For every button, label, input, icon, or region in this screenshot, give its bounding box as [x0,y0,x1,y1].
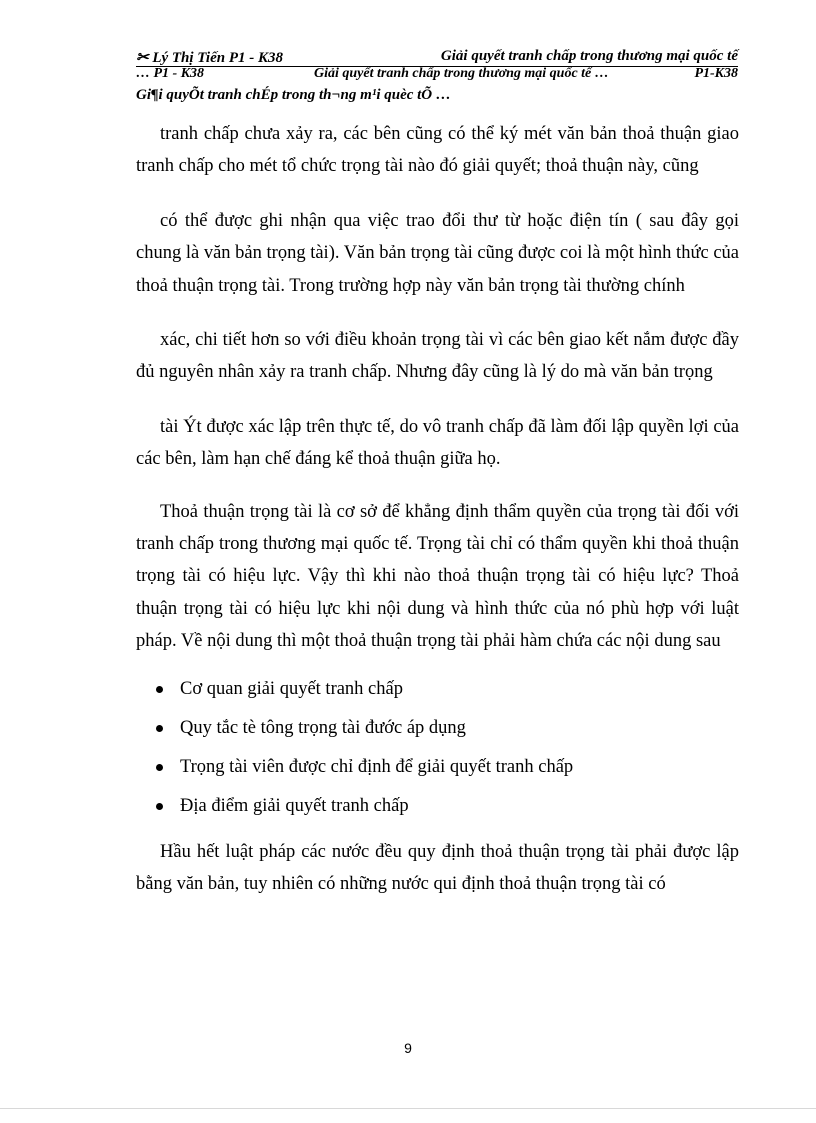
bullet-icon [156,803,163,810]
bullet-icon [156,686,163,693]
bullet-list [136,670,739,826]
running-header-line-3: Gi¶i quyÕt tranh chÉp trong th¬ng m¹i quèc tÕ … [136,87,451,103]
list-item: Cơ quan giải quyết tranh chấp [136,670,739,709]
list-item: Địa điểm giải quyết tranh chấp [136,787,739,826]
paragraph: tranh chấp chưa xảy ra, các bên cũng có thể ký mét văn bản thoả thuận giao tranh chấp cho mét tổ chức trọng tài nào đó giải quyết; thoả thuận này, cũng [136,124,739,177]
paragraph: xác, chi tiết hơn so với điều khoản trọng tài vì các bên giao kết nắm được đầy đủ nguyên nhân xảy ra tranh chấp. Nhưng đây cũng là lý do mà văn bản trọng [136,330,739,383]
list-item: Quy tắc tè tông trọng tài đước áp dụng [136,709,739,748]
paragraph: Thoả thuận trọng tài là cơ sở để khẳng định thẩm quyền của trọng tài đối với tranh chấp trong thương mại quốc tế. Trọng tài chỉ có thẩm quyền khi thoả thuận trọng tài có hiệu lực. Vậy thì khi nào thoả thuận trọng tài có hiệu lực? Thoả thuận trọng tài có hiệu lực khi nội dung và hình thức của nó phù hợp với luật pháp. Về nội dung thì một thoả thuận trọng tài phải hàm chứa các nội dung sau [136,501,739,652]
bullet-icon [156,764,163,771]
paragraph: có thể được ghi nhận qua việc trao đổi thư từ hoặc điện tín ( sau đây gọi chung là văn bản trọng tài). Văn bản trọng tài cũng được coi là một hình thức của thoả thuận trọng tài. Trong trường hợp này văn bản trọng tài thường chính [136,210,739,296]
header-author: ✂ Lý Thị Tiến P1 - K38 [136,50,283,66]
bullet-icon [156,725,163,732]
paragraph: tài Ýt được xác lập trên thực tế, do vô tranh chấp đã làm đối lập quyền lợi của các bên, làm hạn chế đáng kể thoả thuận giữa họ. [136,416,739,470]
header-title: Giải quyết tranh chấp trong thương mại quốc tế [440,48,738,64]
header2-title: Giải quyết tranh chấp trong thương mại quốc tế … [314,66,609,81]
header2-right: P1-K38 [694,66,738,81]
paragraph: Hầu hết luật pháp các nước đều quy định thoả thuận trọng tài phải được lập bằng văn bản, tuy nhiên có những nước qui định thoả thuận trọng tài có [136,841,739,895]
page-number: 9 [404,1040,412,1056]
running-header-line-1 [136,48,738,67]
running-header-line-2 [136,66,738,85]
list-item: Trọng tài viên được chỉ định để giải quyết tranh chấp [136,748,739,787]
header2-left: … P1 - K38 [136,66,205,81]
page-divider [0,1108,816,1109]
document-body [136,118,739,901]
